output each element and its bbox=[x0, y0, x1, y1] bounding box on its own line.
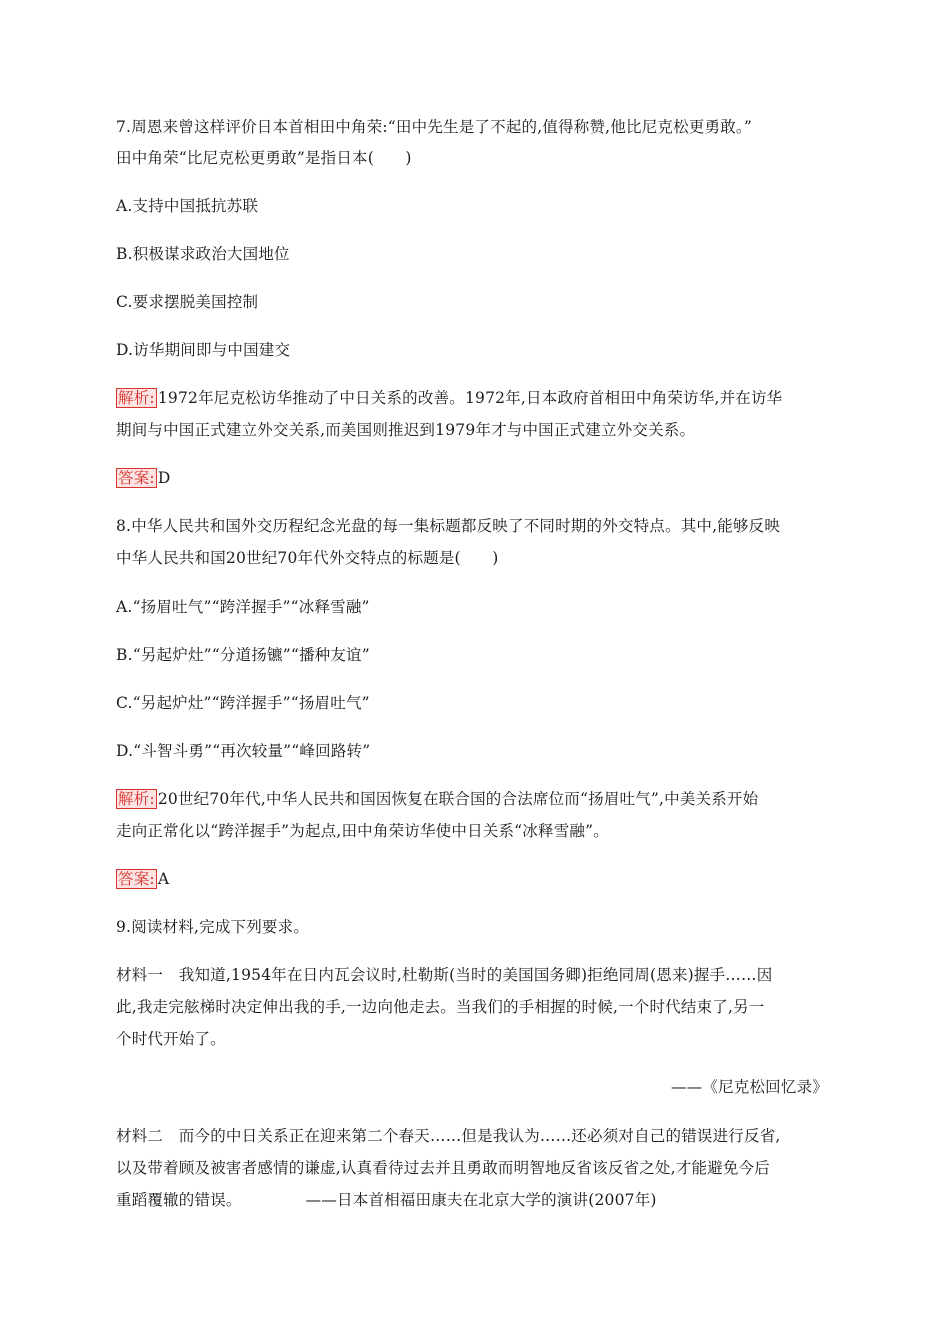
q8-analysis-line-1 bbox=[116, 789, 834, 809]
q8-stem-line-2: 中华人民共和国20世纪70年代外交特点的标题是( ) bbox=[116, 549, 499, 567]
q7-stem-line-2: 田中角荣“比尼克松更勇敢”是指日本( ) bbox=[116, 149, 412, 167]
q9-material2-text: 重蹈覆辙的错误。 bbox=[116, 1191, 242, 1209]
q7-option-d: D.访华期间即与中国建交 bbox=[116, 341, 291, 359]
q7-answer-line bbox=[116, 468, 834, 488]
q9-material1-line-1: 材料一 我知道,1954年在日内瓦会议时,杜勒斯(当时的美国国务卿)拒绝同周(恩来)握手……因 bbox=[116, 966, 773, 984]
q8-analysis-line-2: 走向正常化以“跨洋握手”为起点,田中角荣访华使中日关系“冰释雪融”。 bbox=[116, 822, 609, 840]
q8-option-b: B.“另起炉灶”“分道扬镳”“播种友谊” bbox=[116, 646, 370, 664]
q9-material2-line-3 bbox=[116, 1190, 834, 1210]
q7-option-a: A.支持中国抵抗苏联 bbox=[116, 197, 259, 215]
analysis-label: 解析: bbox=[118, 389, 155, 407]
q8-option-d: D.“斗智斗勇”“再次较量”“峰回路转” bbox=[116, 742, 371, 760]
q9-material2-line-1: 材料二 而今的中日关系正在迎来第二个春天……但是我认为……还必须对自己的错误进行反省, bbox=[116, 1127, 781, 1145]
q9-material1-line-2: 此,我走完舷梯时决定伸出我的手,一边向他走去。当我们的手相握的时候,一个时代结束了,另一 bbox=[116, 998, 765, 1016]
q7-answer: D bbox=[157, 469, 171, 487]
q7-stem-line-1: 7.周恩来曾这样评价日本首相田中角荣:“田中先生是了不起的,值得称赞,他比尼克松更勇敢。” bbox=[116, 118, 752, 136]
q9-material2-source: ——日本首相福田康夫在北京大学的演讲(2007年) bbox=[305, 1191, 657, 1209]
answer-label: 答案: bbox=[118, 469, 155, 487]
q8-option-a: A.“扬眉吐气”“跨洋握手”“冰释雪融” bbox=[116, 598, 370, 616]
q7-option-c: C.要求摆脱美国控制 bbox=[116, 293, 259, 311]
q8-answer: A bbox=[157, 870, 170, 888]
q7-analysis-text: 1972年尼克松访华推动了中日关系的改善。1972年,日本政府首相田中角荣访华,并在访华 bbox=[157, 389, 783, 407]
analysis-label: 解析: bbox=[118, 790, 155, 808]
q7-analysis-line-1 bbox=[116, 388, 834, 408]
q7-analysis-line-2: 期间与中国正式建立外交关系,而美国则推迟到1979年才与中国正式建立外交关系。 bbox=[116, 421, 696, 439]
q7-option-b: B.积极谋求政治大国地位 bbox=[116, 245, 290, 263]
q8-stem-line-1: 8.中华人民共和国外交历程纪念光盘的每一集标题都反映了不同时期的外交特点。其中,能够反映 bbox=[116, 517, 781, 535]
q8-analysis-text: 20世纪70年代,中华人民共和国因恢复在联合国的合法席位而“扬眉吐气”,中美关系开始 bbox=[157, 790, 759, 808]
q9-material1-source: ——《尼克松回忆录》 bbox=[670, 1078, 828, 1096]
q9-material2-line-2: 以及带着顾及被害者感情的谦虚,认真看待过去并且勇敢而明智地反省该反省之处,才能避免今后 bbox=[116, 1159, 770, 1177]
q8-option-c: C.“另起炉灶”“跨洋握手”“扬眉吐气” bbox=[116, 694, 370, 712]
q9-material1-line-3: 个时代开始了。 bbox=[116, 1030, 226, 1048]
q9-stem: 9.阅读材料,完成下列要求。 bbox=[116, 918, 310, 936]
q8-answer-line bbox=[116, 869, 834, 889]
answer-label: 答案: bbox=[118, 870, 155, 888]
